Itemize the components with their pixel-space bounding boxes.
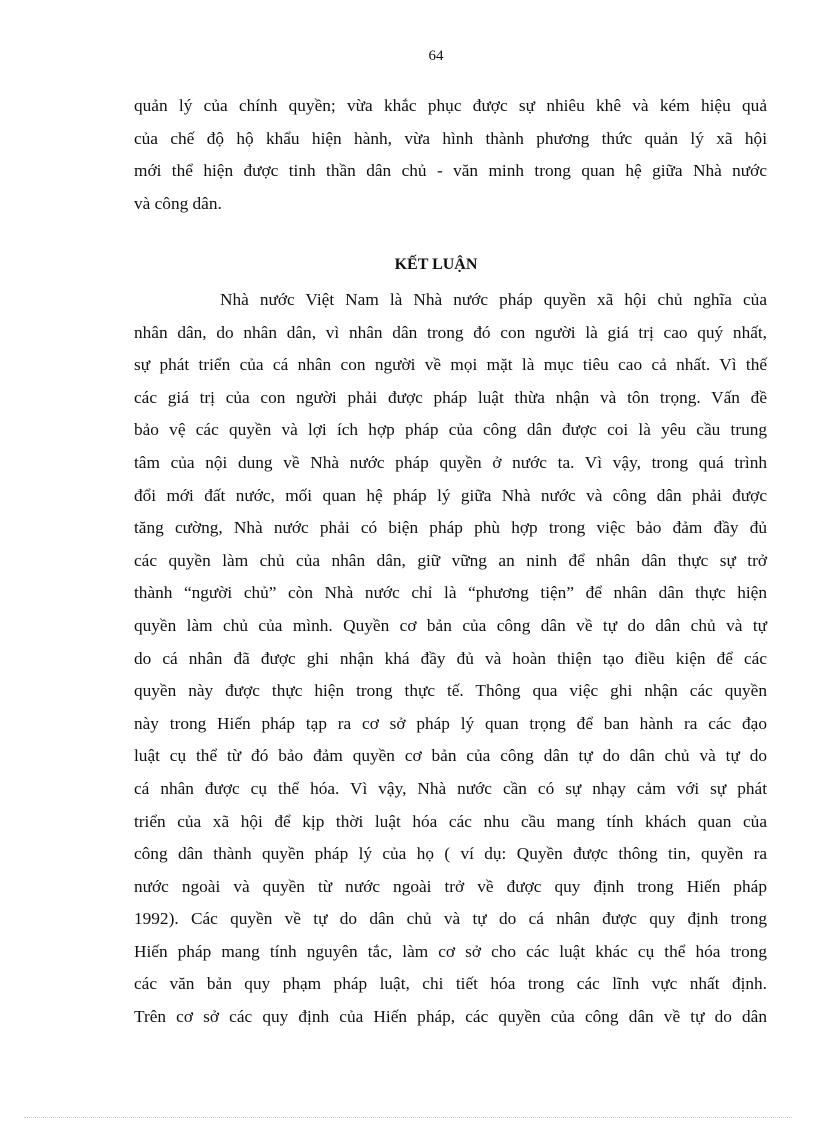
text-line: này trong Hiến pháp tạp ra cơ sở pháp lý quan trọng để ban hành ra các đạo: [134, 713, 767, 733]
text-line: bảo vệ các quyền và lợi ích hợp pháp của công dân được coi là yêu cầu trung: [134, 420, 767, 440]
text-line: đổi mới đất nước, mối quan hệ pháp lý giữa Nhà nước và công dân phải được: [134, 485, 767, 505]
page-bottom-divider: [24, 1117, 792, 1118]
page-number: 64: [428, 48, 444, 64]
text-line: tâm của nội dung về Nhà nước pháp quyền ở nước ta. Vì vậy, trong quá trình: [134, 452, 767, 472]
text-line: Nhà nước Việt Nam là Nhà nước pháp quyền xã hội chủ nghĩa của: [220, 290, 767, 309]
text-line: công dân thành quyền pháp lý của họ ( ví dụ: Quyền được thông tin, quyền ra: [134, 844, 767, 864]
section-heading: KẾT LUẬN: [394, 256, 478, 273]
text-line: của chế độ hộ khẩu hiện hành, vừa hình thành phương thức quản lý xã hội: [134, 128, 767, 148]
text-line: và công dân.: [134, 193, 222, 213]
text-line: do cá nhân đã được ghi nhận khá đầy đủ và hoàn thiện tạo điều kiện để các: [134, 648, 767, 668]
text-line: nhân dân, do nhân dân, vì nhân dân trong đó con người là giá trị cao quý nhất,: [134, 322, 767, 342]
text-line: Hiến pháp mang tính nguyên tắc, làm cơ sở cho các luật khác cụ thể hóa trong: [134, 941, 767, 961]
paragraph-1: [134, 90, 767, 220]
text-line: Trên cơ sở các quy định của Hiến pháp, các quyền của công dân về tự do dân: [134, 1007, 767, 1027]
text-line: triển của xã hội để kịp thời luật hóa các nhu cầu mang tính khách quan của: [134, 811, 767, 831]
text-line: sự phát triển của cá nhân con người về mọi mặt là mục tiêu cao cả nhất. Vì thế: [134, 355, 767, 375]
paragraph-2: [134, 284, 767, 1034]
text-line: tăng cường, Nhà nước phải có biện pháp phù hợp trong việc bảo đảm đầy đủ: [134, 518, 767, 538]
text-line: nước ngoài và quyền từ nước ngoài trở về được quy định trong Hiến pháp: [134, 876, 767, 896]
text-line: thành “người chủ” còn Nhà nước chỉ là “phương tiện” để nhân dân thực hiện: [134, 583, 767, 603]
text-line: quản lý của chính quyền; vừa khắc phục được sự nhiêu khê và kém hiệu quả: [134, 96, 767, 115]
text-line: các quyền làm chủ của nhân dân, giữ vững an ninh để nhân dân thực sự trở: [134, 550, 767, 570]
text-line: mới thể hiện được tinh thần dân chủ - văn minh trong quan hệ giữa Nhà nước: [134, 161, 767, 181]
text-line: quyền này được thực hiện trong thực tế. Thông qua việc ghi nhận các quyền: [134, 681, 767, 701]
text-line: 1992). Các quyền về tự do dân chủ và tự do cá nhân được quy định trong: [134, 909, 767, 929]
text-line: các văn bản quy phạm pháp luật, chi tiết hóa trong các lĩnh vực nhất định.: [134, 974, 767, 994]
text-line: quyền làm chủ của mình. Quyền cơ bản của công dân về tự do dân chủ và tự: [134, 615, 767, 635]
text-line: các giá trị của con người phải được pháp luật thừa nhận và tôn trọng. Vấn đề: [134, 387, 767, 407]
text-line: luật cụ thể từ đó bảo đảm quyền cơ bản của công dân tự do dân chủ và tự do: [134, 746, 767, 766]
text-line: cá nhân được cụ thể hóa. Vì vậy, Nhà nước cần có sự nhạy cảm với sự phát: [134, 778, 767, 798]
